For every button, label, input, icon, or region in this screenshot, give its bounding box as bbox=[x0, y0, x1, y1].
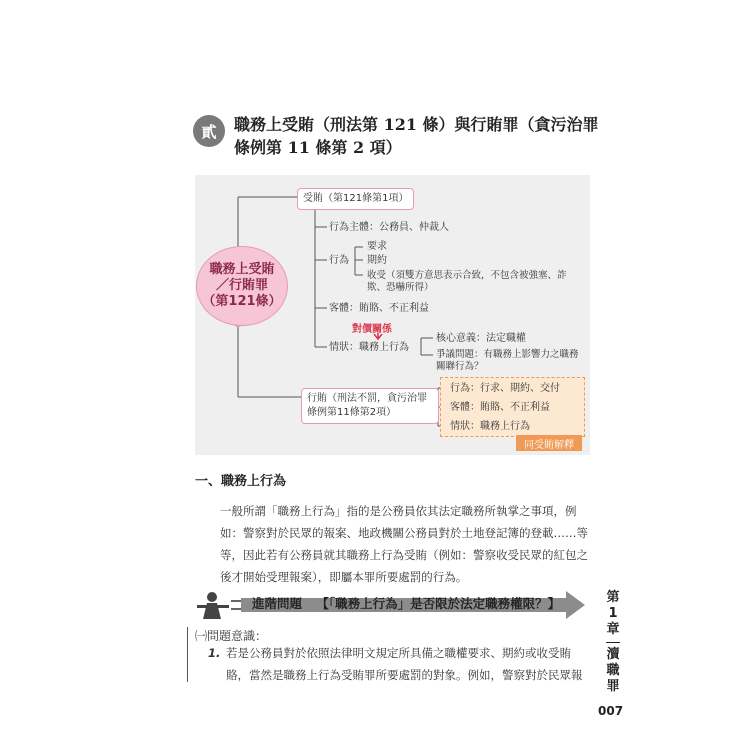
bribe-giving-box: 行賄（刑法不罰，貪污治罪條例第11條第2項） bbox=[301, 388, 439, 424]
advanced-question bbox=[252, 594, 560, 612]
central-line-2: ／行賄罪 bbox=[215, 278, 268, 293]
same-interpretation-tag: 同受賄解釋 bbox=[516, 435, 582, 451]
chapter-char-1: 第 bbox=[606, 590, 620, 605]
issue-item-number: 1. bbox=[208, 646, 221, 660]
giving-object: 客體：賄賂、不正利益 bbox=[450, 402, 550, 413]
act-promise: 期約 bbox=[367, 255, 387, 266]
topic-char-3: 罪 bbox=[606, 679, 620, 694]
object-item: 客體：賄賂、不正利益 bbox=[329, 303, 429, 314]
link-note: 對價關係 bbox=[352, 324, 392, 335]
central-node bbox=[196, 246, 288, 326]
chapter-separator bbox=[606, 642, 620, 643]
subject-item: 行為主體：公務員、仲裁人 bbox=[329, 222, 449, 233]
giving-circumstance: 情狀：職務上行為 bbox=[450, 421, 530, 432]
section-title: 職務上受賄（刑法第 121 條）與行賄罪（貪污治罪條例第 11 條第 2 項） bbox=[234, 115, 599, 157]
issue-item-text: 若是公務員對於依照法律明文規定所具備之職權要求、期約或收受賄賂，當然是職務上行為受賄罪所要處罰的對象。例如，警察對於民眾報 bbox=[226, 646, 583, 682]
sub-heading: 一、職務上行為 bbox=[195, 474, 287, 489]
act-label: 行為 bbox=[329, 255, 349, 266]
central-line-1: 職務上受賄 bbox=[209, 262, 275, 277]
concept-diagram bbox=[195, 175, 590, 455]
core-meaning: 核心意義：法定職權 bbox=[436, 333, 526, 344]
issue-item bbox=[208, 642, 588, 686]
section-badge: 貳 bbox=[193, 115, 225, 147]
bribe-receiving-box: 受賄（第121條第1項） bbox=[297, 188, 414, 210]
issue-rule bbox=[187, 627, 188, 682]
topic-char-1: 瀆 bbox=[606, 647, 620, 662]
chapter-char-2: 1 bbox=[608, 606, 618, 621]
central-line-3: （第121條） bbox=[202, 294, 282, 309]
advanced-label: 進階問題 bbox=[252, 596, 303, 611]
chapter-char-3: 章 bbox=[606, 622, 620, 637]
giving-act: 行為：行求、期約、交付 bbox=[450, 383, 560, 394]
circumstance-item: 情狀：職務上行為 bbox=[329, 342, 409, 353]
dispute-issue: 爭議問題：有職務上影響力之職務關聯行為？ bbox=[436, 349, 579, 372]
page-number: 007 bbox=[598, 704, 624, 718]
act-demand: 要求 bbox=[367, 241, 387, 252]
issue-label: ㈠問題意識： bbox=[195, 629, 268, 643]
figure-icon bbox=[197, 592, 229, 619]
advanced-question-text: 【「職務上行為」是否限於法定職務權限？】 bbox=[316, 596, 561, 611]
topic-char-2: 職 bbox=[606, 663, 620, 678]
act-accept: 收受（須雙方意思表示合致，不包含被強塞、詐欺、恐嚇所得） bbox=[367, 270, 567, 293]
chapter-tab bbox=[602, 590, 624, 695]
body-paragraph: 一般所謂「職務上行為」指的是公務員依其法定職務所執掌之事項，例如：警察對於民眾的報案、地政機關公務員對於土地登記簿的登載……等等，因此若有公務員就其職務上行為受賄（例如：警察收受民眾的紅包之後才開始受理報案），即屬本罪所要處罰的行為。 bbox=[220, 504, 588, 584]
